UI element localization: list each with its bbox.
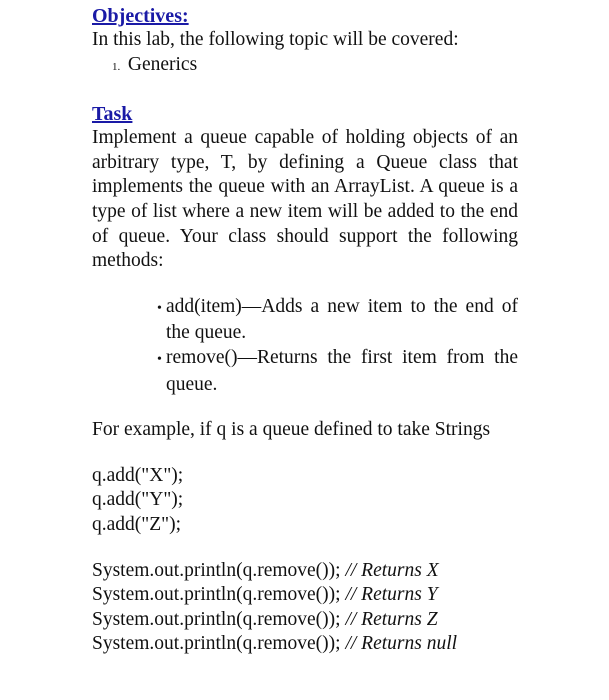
method-text: remove()—Returns the first item from the queue. bbox=[166, 346, 518, 395]
bullet-icon: • bbox=[157, 351, 162, 367]
list-number: 1. bbox=[112, 60, 121, 73]
code-text: System.out.println(q.remove()); bbox=[92, 559, 346, 581]
objectives-intro: In this lab, the following topic will be covered: bbox=[92, 29, 459, 50]
methods-list bbox=[92, 295, 518, 397]
spacer bbox=[92, 274, 518, 295]
objectives-list bbox=[92, 53, 518, 80]
bullet-icon: • bbox=[157, 300, 162, 316]
code-comment: // Returns null bbox=[345, 633, 458, 655]
list-item-label: Generics bbox=[127, 53, 198, 75]
list-item bbox=[92, 346, 518, 397]
code-line bbox=[92, 608, 518, 633]
code-print-block bbox=[92, 559, 518, 657]
code-text: System.out.println(q.remove()); bbox=[92, 584, 346, 606]
code-comment: // Returns X bbox=[345, 559, 439, 581]
spacer bbox=[92, 79, 518, 102]
spacer bbox=[92, 397, 518, 418]
method-text: add(item)—Adds a new item to the end of the queue. bbox=[166, 295, 518, 344]
spacer bbox=[92, 538, 518, 559]
code-line bbox=[92, 559, 518, 584]
code-line bbox=[92, 583, 518, 608]
code-comment: // Returns Y bbox=[345, 584, 438, 606]
objectives-heading: Objectives: bbox=[92, 5, 189, 27]
code-line: q.add("X"); bbox=[92, 464, 184, 486]
code-text: System.out.println(q.remove()); bbox=[92, 633, 346, 655]
code-line bbox=[92, 632, 518, 657]
spacer bbox=[92, 443, 518, 464]
code-line: q.add("Z"); bbox=[92, 513, 182, 535]
list-item bbox=[92, 53, 518, 80]
code-line: q.add("Y"); bbox=[92, 489, 184, 511]
example-intro: For example, if q is a queue defined to take Strings bbox=[92, 419, 491, 441]
code-text: System.out.println(q.remove()); bbox=[92, 608, 346, 630]
code-comment: // Returns Z bbox=[345, 608, 438, 630]
list-item bbox=[92, 295, 518, 346]
document-page bbox=[92, 4, 518, 657]
task-heading: Task bbox=[92, 103, 133, 126]
code-add-block bbox=[92, 464, 518, 538]
task-description: Implement a queue capable of holding objects of an arbitrary type, T, by defining a Queue class that implements the queue with an ArrayList. A queue is a type of list where a new item will be added to the end of queue. Your class should support the following methods: bbox=[92, 127, 518, 272]
